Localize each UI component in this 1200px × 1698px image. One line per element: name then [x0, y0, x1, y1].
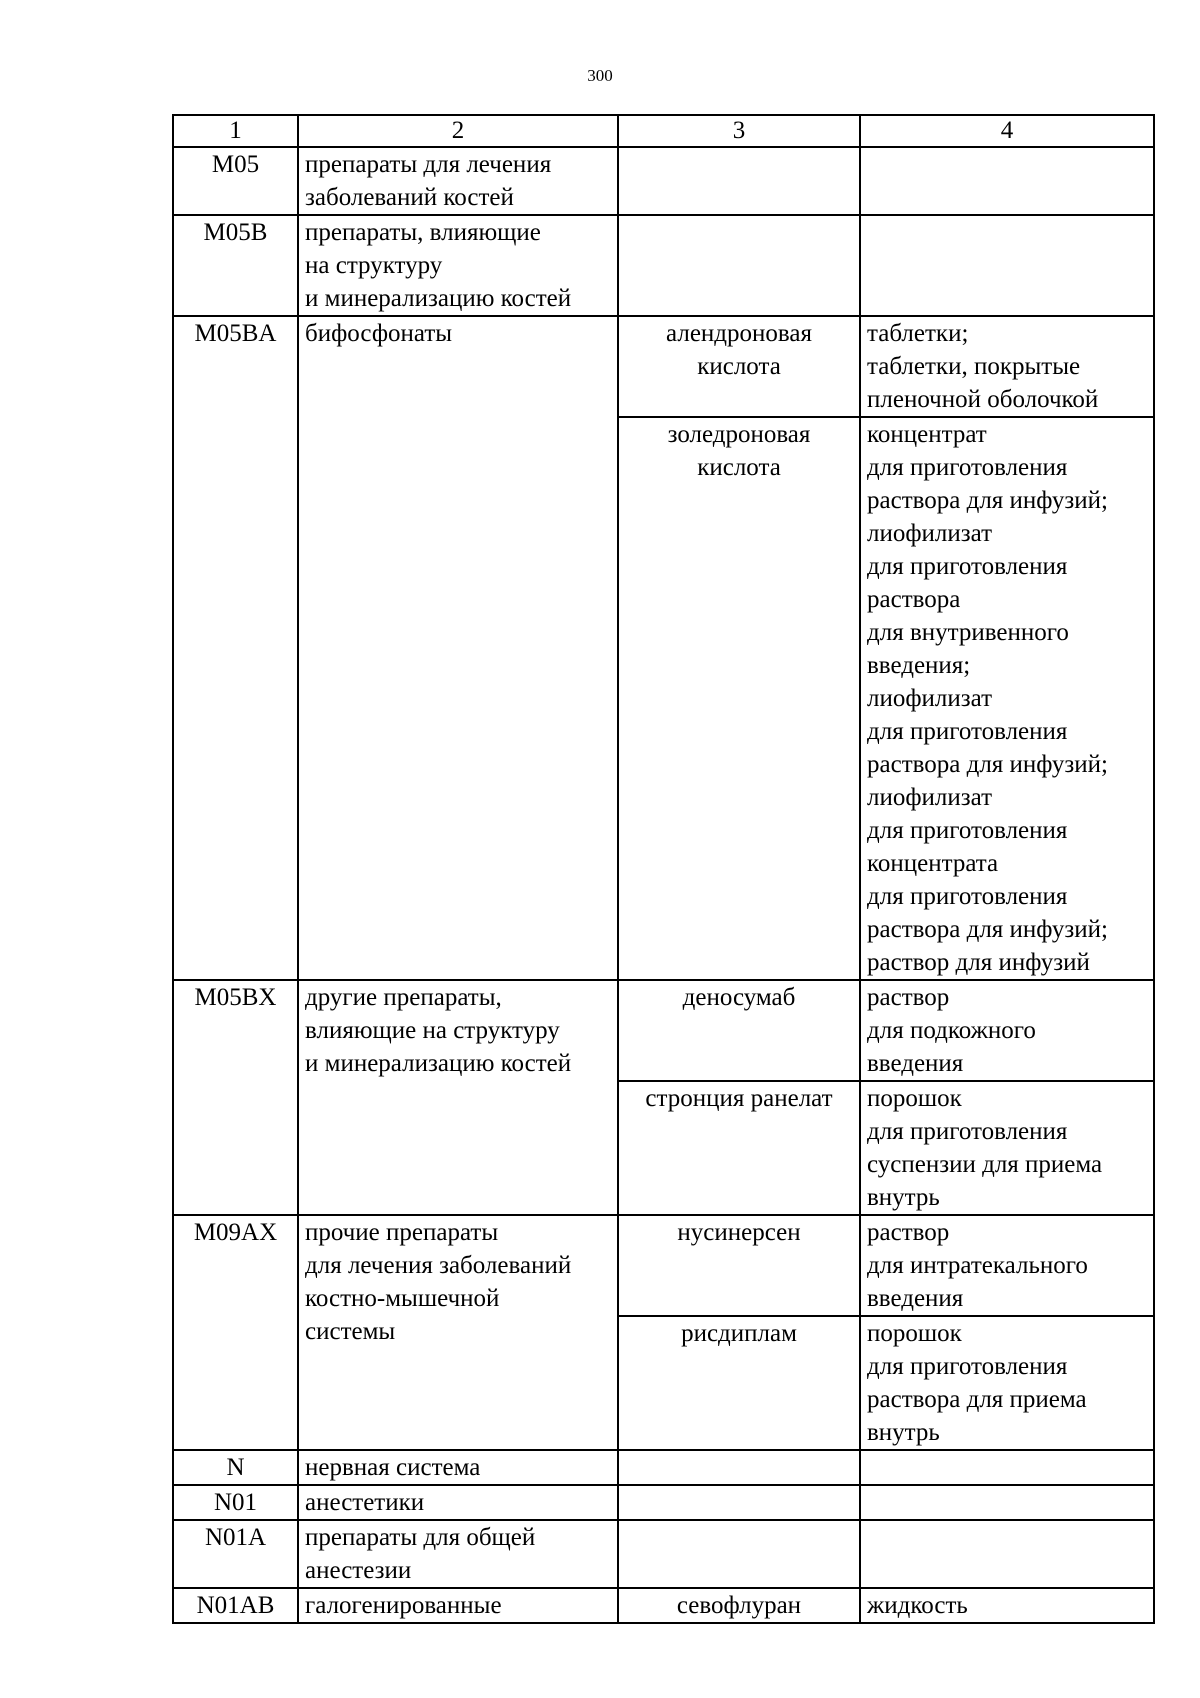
dosage-form-cell: раствор для интратекального введения — [860, 1215, 1154, 1316]
group-name-cell: бифосфонаты — [298, 316, 618, 980]
group-name-cell: галогенированные — [298, 1588, 618, 1623]
drug-name-cell: нусинерсен — [618, 1215, 860, 1316]
drug-name-cell: алендроновая кислота — [618, 316, 860, 417]
column-header-1: 1 — [173, 115, 298, 147]
dosage-form-cell: жидкость — [860, 1588, 1154, 1623]
dosage-form-cell — [860, 1485, 1154, 1520]
table-row — [173, 215, 1154, 316]
atc-code-cell: N01A — [173, 1520, 298, 1588]
atc-code-cell: M05BX — [173, 980, 298, 1215]
table-header-row — [173, 115, 1154, 147]
drug-name-cell: деносумаб — [618, 980, 860, 1081]
drug-name-cell — [618, 1450, 860, 1485]
atc-code-cell: N — [173, 1450, 298, 1485]
column-header-3: 3 — [618, 115, 860, 147]
atc-code-cell: M05BA — [173, 316, 298, 980]
page-number: 300 — [587, 66, 613, 85]
atc-code-cell: M05 — [173, 147, 298, 215]
dosage-form-cell: порошок для приготовления суспензии для приема внутрь — [860, 1081, 1154, 1215]
drug-name-cell — [618, 215, 860, 316]
drug-name-cell — [618, 147, 860, 215]
group-name-cell: препараты для лечения заболеваний костей — [298, 147, 618, 215]
dosage-form-cell — [860, 1520, 1154, 1588]
atc-code-cell: N01 — [173, 1485, 298, 1520]
dosage-form-cell — [860, 1450, 1154, 1485]
table-row — [173, 1520, 1154, 1588]
table-row — [173, 980, 1154, 1081]
drug-name-cell: рисдиплам — [618, 1316, 860, 1450]
group-name-cell: прочие препараты для лечения заболеваний костно-мышечной системы — [298, 1215, 618, 1450]
dosage-form-cell — [860, 147, 1154, 215]
dosage-form-cell — [860, 215, 1154, 316]
group-name-cell: препараты, влияющие на структуру и минерализацию костей — [298, 215, 618, 316]
column-header-2: 2 — [298, 115, 618, 147]
table-row — [173, 1588, 1154, 1623]
column-header-4: 4 — [860, 115, 1154, 147]
dosage-form-cell: концентрат для приготовления раствора для инфузий; лиофилизат для приготовления раствора для внутривенного введения; лиофилизат для приготовления раствора для инфузий; лиофилизат для приготовления концентрата для приготовления раствора для инфузий; раствор для инфузий — [860, 417, 1154, 980]
group-name-cell: препараты для общей анестезии — [298, 1520, 618, 1588]
table-row — [173, 1450, 1154, 1485]
table-row — [173, 316, 1154, 417]
group-name-cell: другие препараты, влияющие на структуру и минерализацию костей — [298, 980, 618, 1215]
drug-name-cell: стронция ранелат — [618, 1081, 860, 1215]
atc-code-cell: M05B — [173, 215, 298, 316]
atc-code-cell: N01AB — [173, 1588, 298, 1623]
atc-drug-table — [172, 114, 1155, 1624]
drug-name-cell — [618, 1485, 860, 1520]
drug-name-cell: севофлуран — [618, 1588, 860, 1623]
dosage-form-cell: порошок для приготовления раствора для приема внутрь — [860, 1316, 1154, 1450]
dosage-form-cell: таблетки; таблетки, покрытые пленочной оболочкой — [860, 316, 1154, 417]
group-name-cell: анестетики — [298, 1485, 618, 1520]
group-name-cell: нервная система — [298, 1450, 618, 1485]
table-row — [173, 147, 1154, 215]
drug-name-cell — [618, 1520, 860, 1588]
drug-name-cell: золедроновая кислота — [618, 417, 860, 980]
table-row — [173, 1485, 1154, 1520]
atc-code-cell: M09AX — [173, 1215, 298, 1450]
table-row — [173, 1215, 1154, 1316]
dosage-form-cell: раствор для подкожного введения — [860, 980, 1154, 1081]
